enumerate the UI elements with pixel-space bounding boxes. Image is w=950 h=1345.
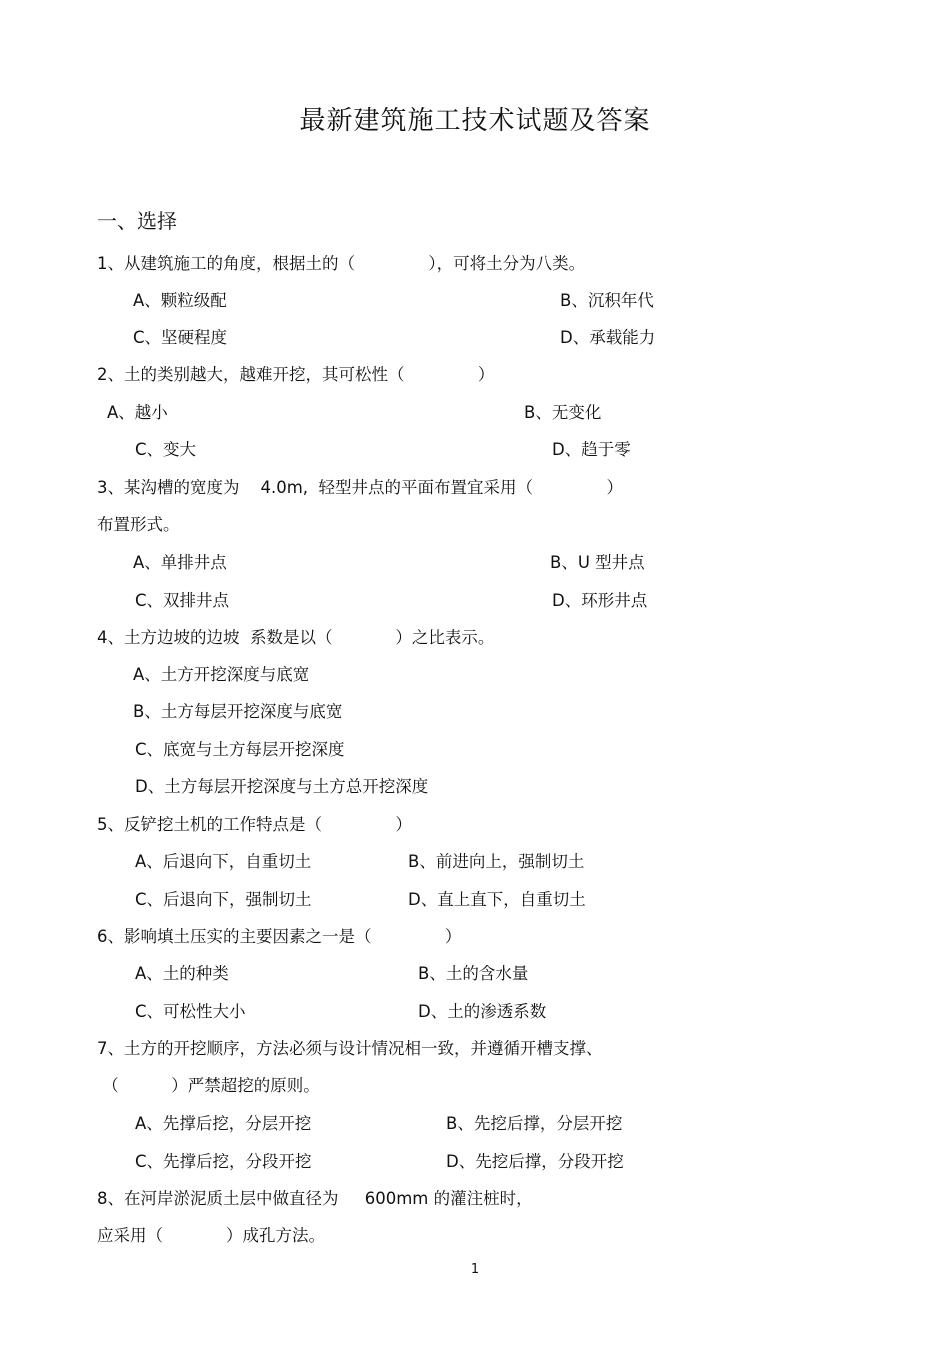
option-a: A、土的种类 xyxy=(135,964,229,983)
question-stem: 7、土方的开挖顺序，方法必须与设计情况相一致，并遵循开槽支撑、 xyxy=(97,1039,603,1058)
option-a: A、先撑后挖，分层开挖 xyxy=(135,1114,312,1133)
option-a: A、单排井点 xyxy=(133,553,227,572)
option-d: D、先挖后撑，分段开挖 xyxy=(446,1152,624,1171)
option-d: D、承载能力 xyxy=(560,328,656,347)
option-d: D、直上直下，自重切土 xyxy=(408,890,586,909)
option-a: A、越小 xyxy=(107,403,168,422)
option-c: C、变大 xyxy=(135,440,197,459)
option-c: C、双排井点 xyxy=(135,591,230,610)
option-d: D、土方每层开挖深度与土方总开挖深度 xyxy=(135,777,429,796)
option-d: D、环形井点 xyxy=(552,591,648,610)
option-b: B、土方每层开挖深度与底宽 xyxy=(133,702,343,721)
question-stem: 2、土的类别越大，越难开挖，其可松性（ ） xyxy=(97,365,495,384)
option-b: B、前进向上，强制切土 xyxy=(408,852,585,871)
option-b: B、无变化 xyxy=(524,403,602,422)
question-stem: 6、影响填土压实的主要因素之一是（ ） xyxy=(97,927,462,946)
page-number: 1 xyxy=(470,1262,480,1277)
question-stem: 5、反铲挖土机的工作特点是（ ） xyxy=(97,815,412,834)
option-b: B、沉积年代 xyxy=(560,291,654,310)
document-title: 最新建筑施工技术试题及答案 xyxy=(299,106,651,136)
question-stem-continued: （ ）严禁超挖的原则。 xyxy=(97,1076,320,1095)
option-c: C、先撑后挖，分段开挖 xyxy=(135,1152,312,1171)
option-c: C、底宽与土方每层开挖深度 xyxy=(135,740,345,759)
section-heading: 一、选择 xyxy=(97,209,177,233)
option-a: A、颗粒级配 xyxy=(133,291,227,310)
option-c: C、后退向下，强制切土 xyxy=(135,890,312,909)
option-c: C、可松性大小 xyxy=(135,1002,246,1021)
question-stem-continued: 应采用（ ）成孔方法。 xyxy=(97,1226,325,1245)
question-stem: 3、某沟槽的宽度为 4.0m, 轻型井点的平面布置宜采用（ ） xyxy=(97,478,623,497)
option-b: B、U 型井点 xyxy=(550,553,645,572)
option-c: C、坚硬程度 xyxy=(133,328,228,347)
option-b: B、土的含水量 xyxy=(418,964,529,983)
option-a: A、土方开挖深度与底宽 xyxy=(133,665,310,684)
option-b: B、先挖后撑，分层开挖 xyxy=(446,1114,623,1133)
question-stem: 8、在河岸淤泥质土层中做直径为 600mm 的灌注桩时， xyxy=(97,1189,533,1208)
option-d: D、趋于零 xyxy=(552,440,631,459)
option-d: D、土的渗透系数 xyxy=(418,1002,547,1021)
question-stem: 4、土方边坡的边坡 系数是以（ ）之比表示。 xyxy=(97,628,495,647)
question-stem: 1、从建筑施工的角度，根据土的（ ），可将土分为八类。 xyxy=(97,254,586,273)
question-stem-continued: 布置形式。 xyxy=(97,515,180,534)
option-a: A、后退向下，自重切土 xyxy=(135,852,312,871)
